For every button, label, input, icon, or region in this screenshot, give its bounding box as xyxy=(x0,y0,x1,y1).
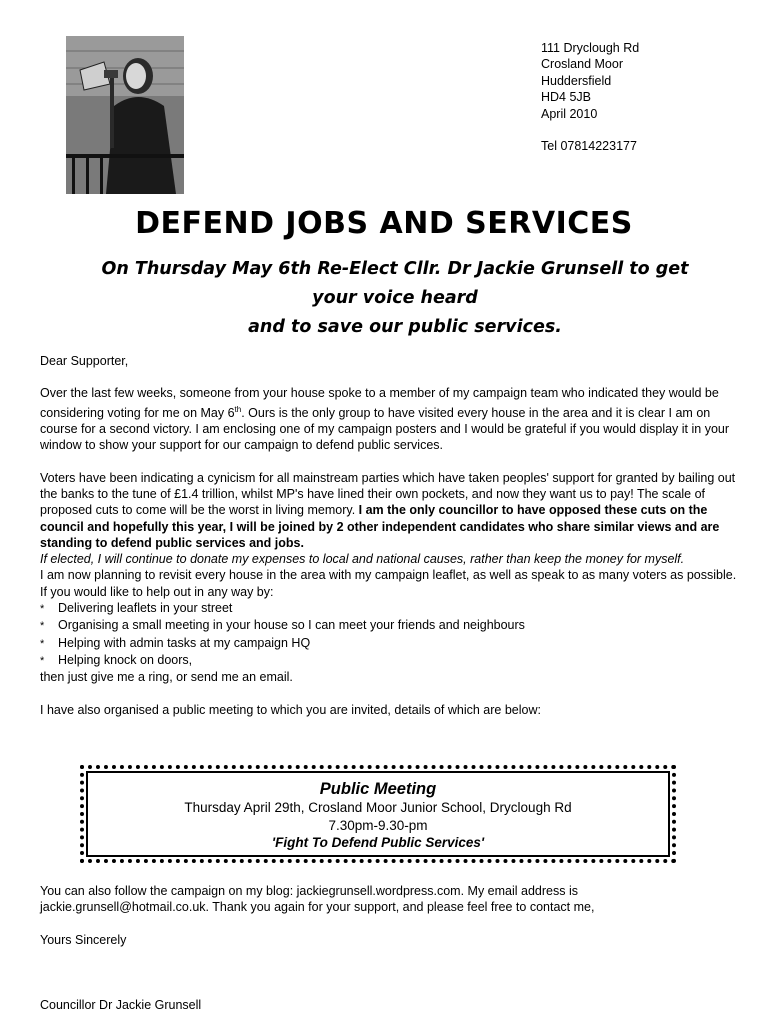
meeting-slogan: 'Fight To Defend Public Services' xyxy=(271,835,485,850)
meeting-title: Public Meeting xyxy=(319,780,437,798)
paragraph-cuts xyxy=(40,470,740,551)
paragraph-intro xyxy=(40,385,740,453)
list-item-text: Organising a small meeting in your house so I can meet your friends and neighbours xyxy=(58,618,525,633)
bullet-star-icon: * xyxy=(40,603,45,616)
list-item xyxy=(40,635,740,652)
subheadline-line-1: On Thursday May 6th Re-Elect Cllr. Dr Jackie Grunsell to get xyxy=(101,259,689,279)
bullet-star-icon: * xyxy=(40,620,45,633)
candidate-photo xyxy=(66,36,184,194)
paragraph-cuts-bold: I am the only councillor to have opposed these cuts on the council and hopefully this year, I will be joined by 2 other independent candidates who share similar views and are standing to defend public services and jobs. xyxy=(40,503,720,550)
paragraph-cuts-text: Voters have been indicating a cynicism for all mainstream parties which have taken peoples' support for granted by bailing out the banks to the tune of £1.4 trillion, whilst MP's have lined their own pockets, and now they want us to pay! The scale of proposed cuts to come will be the worst in living memory. xyxy=(40,470,736,518)
paragraph-intro-part-1: Over the last few weeks, someone from your house spoke to a member of my campaign team who indicated they would be considering voting for me on May 6 xyxy=(40,386,719,420)
sender-address xyxy=(541,40,639,154)
letter-body xyxy=(40,353,740,718)
salutation: Dear Supporter, xyxy=(40,354,129,368)
closing: Yours Sincerely xyxy=(40,932,127,947)
ordinal-suffix: th xyxy=(234,404,242,414)
letter-footer xyxy=(40,883,740,948)
list-item xyxy=(40,617,740,634)
subheadline xyxy=(0,255,768,342)
meeting-details: Thursday April 29th, Crosland Moor Junior School, Dryclough Rd xyxy=(184,800,572,815)
address-line: Crosland Moor xyxy=(541,57,623,72)
bullet-star-icon: * xyxy=(40,654,45,667)
signature: Councillor Dr Jackie Grunsell xyxy=(40,998,202,1012)
list-item-text: Helping knock on doors, xyxy=(58,652,193,667)
paragraph-expenses: If elected, I will continue to donate my expenses to local and national causes, rather than keep the money for myself. xyxy=(40,552,685,567)
paragraph-meeting-intro: I have also organised a public meeting to which you are invited, details of which are below: xyxy=(40,702,541,717)
bullet-star-icon: * xyxy=(40,637,45,650)
list-item-text: Helping with admin tasks at my campaign HQ xyxy=(58,635,311,650)
meeting-time: 7.30pm-9.30-pm xyxy=(328,817,428,833)
paragraph-revisit: I am now planning to revisit every house in the area with my campaign leaflet, as well as speak to as many voters as possible. If you would like to help out in any way by: xyxy=(40,568,737,599)
list-item-text: Delivering leaflets in your street xyxy=(58,601,233,616)
headline: DEFEND JOBS AND SERVICES xyxy=(135,206,633,241)
letter-date: April 2010 xyxy=(541,106,598,121)
address-line: HD4 5JB xyxy=(541,90,592,105)
bullets-close: then just give me a ring, or send me an email. xyxy=(40,670,293,685)
subheadline-line-3: and to save our public services. xyxy=(248,317,562,337)
candidate-photo-illustration xyxy=(66,36,184,194)
paragraph-contact: You can also follow the campaign on my blog: jackiegrunsell.wordpress.com. My email address is jackie.grunsell@hotmail.co.uk. Thank you again for your support, and please feel free to contact me, xyxy=(40,884,595,915)
public-meeting-inner xyxy=(86,771,670,857)
address-line: Huddersfield xyxy=(541,73,612,88)
address-line: 111 Dryclough Rd xyxy=(541,41,640,55)
subheadline-line-2: your voice heard xyxy=(312,288,478,308)
public-meeting-box xyxy=(80,765,676,863)
paragraph-intro-part-2: . Ours is the only group to have visited every house in the area and it is clear I am on course for a second victory. I am enclosing one of my campaign posters and I would be grateful if you would display it in your window to show your support for our campaign to defend public services. xyxy=(40,405,730,453)
telephone: Tel 07814223177 xyxy=(541,139,637,154)
list-item xyxy=(40,652,740,669)
list-item xyxy=(40,600,740,617)
